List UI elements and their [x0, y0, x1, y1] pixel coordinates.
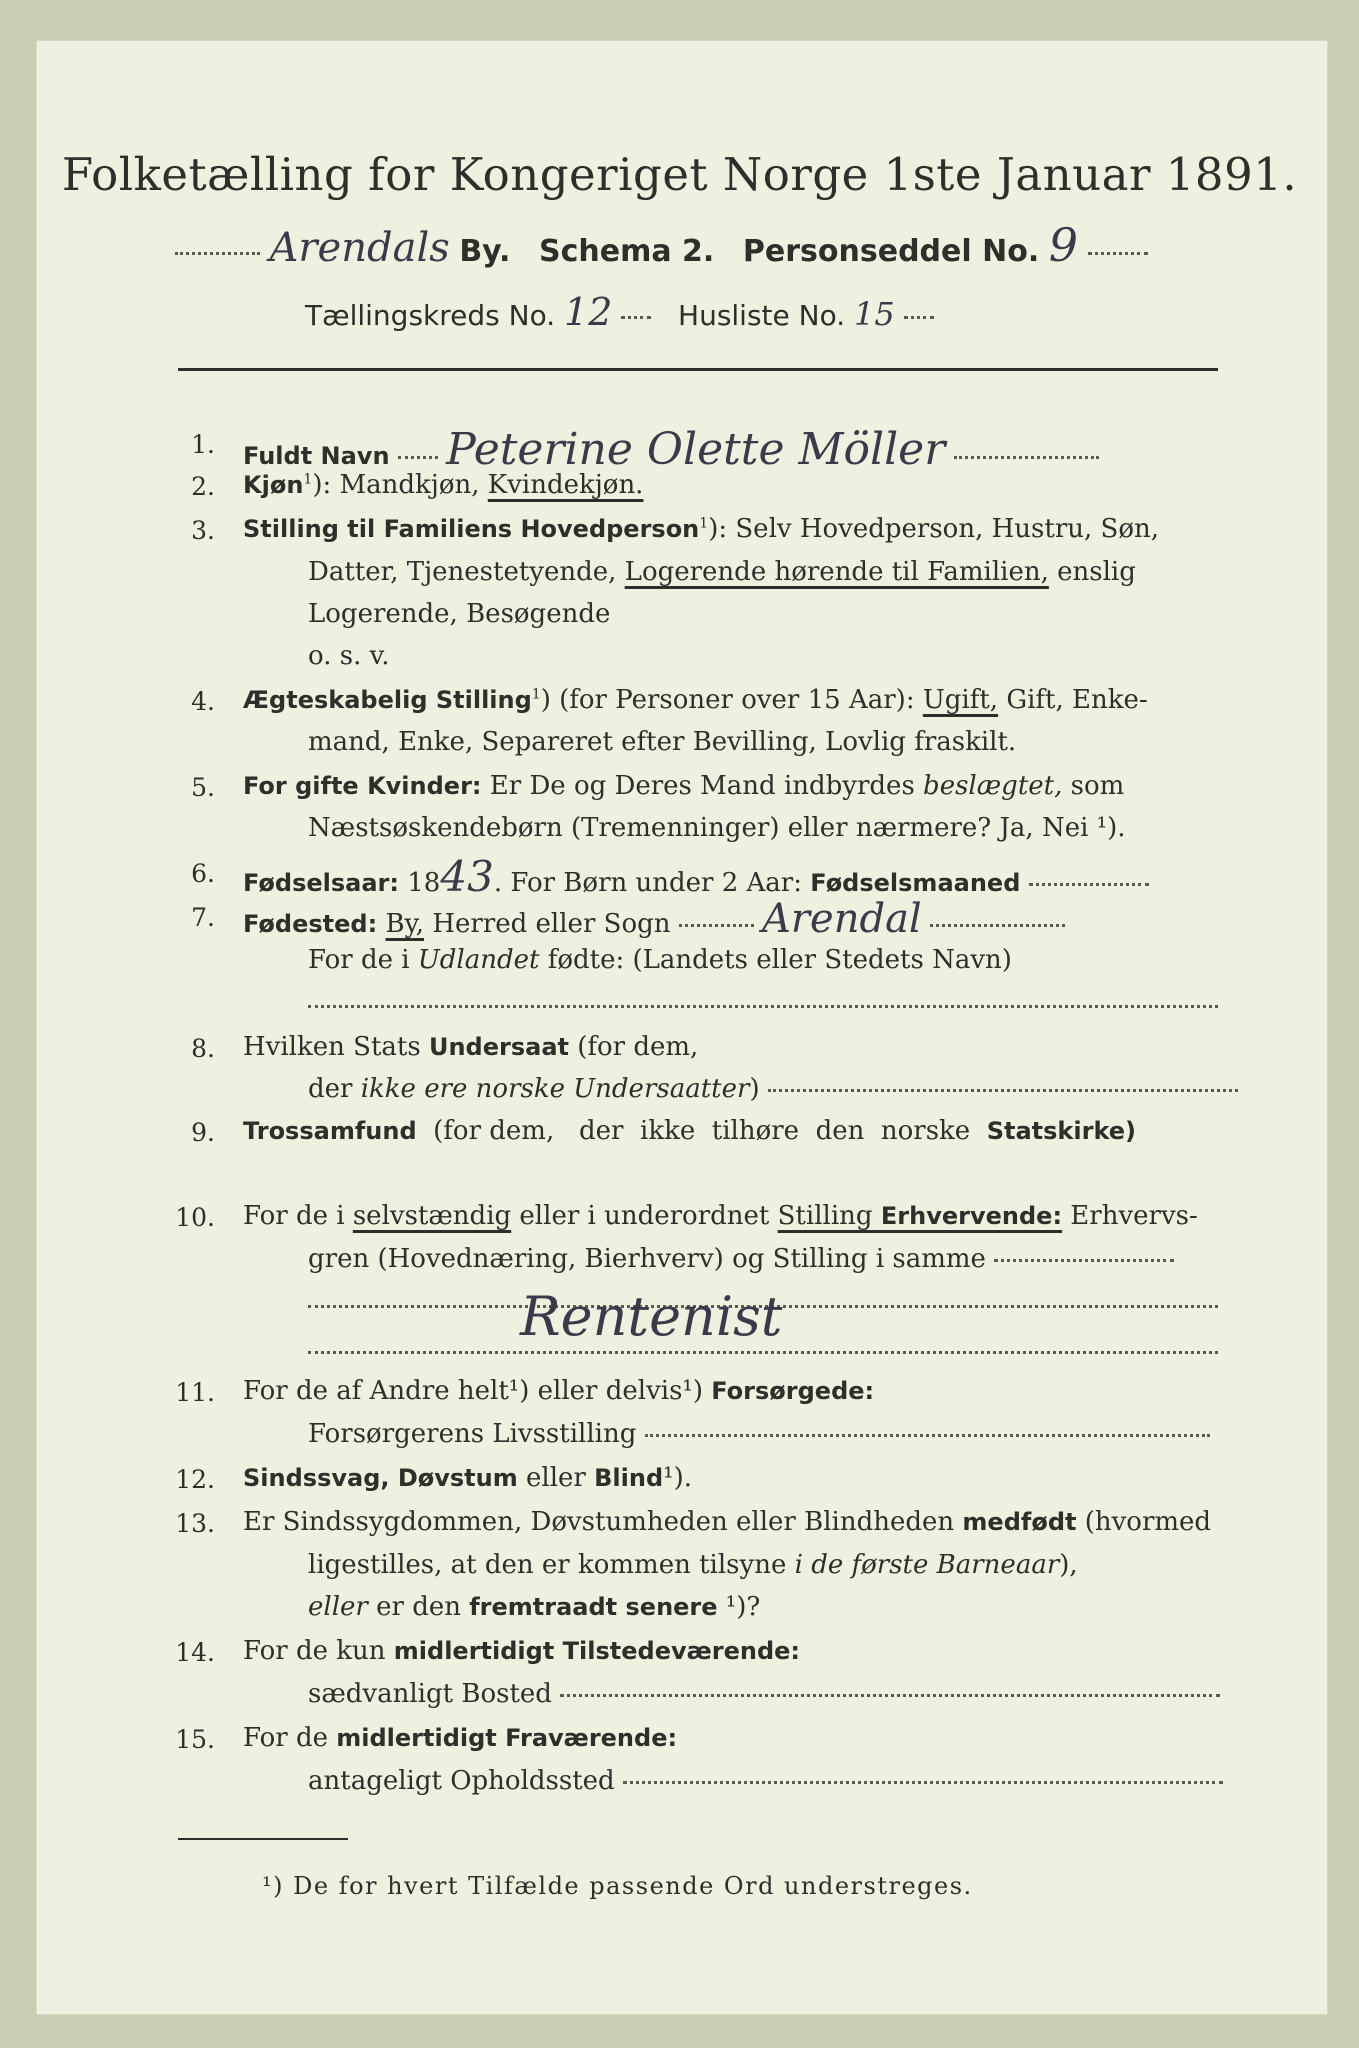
item-15-temporary-absent: For de midlertidigt Fraværende:	[243, 1723, 678, 1753]
item-10-line-2: gren (Hovednæring, Bierhverv) og Stilling i samme	[308, 1244, 1174, 1274]
schema-line	[175, 218, 1148, 272]
congenital-label: medfødt	[962, 1508, 1077, 1536]
birth-year-answer: 43	[440, 852, 494, 901]
personseddel-label: Personseddel No.	[742, 234, 1040, 269]
citizenship-label: Undersaat	[428, 1033, 569, 1061]
family-position-selected: Logerende hørende til Familien,	[624, 557, 1049, 587]
full-name-answer: Peterine Olette Möller	[446, 424, 946, 475]
item-8-citizenship: Hvilken Stats Undersaat (for dem,	[243, 1032, 699, 1062]
item-number: 14.	[175, 1638, 215, 1667]
item-number: 6.	[191, 859, 215, 888]
item-14-line-2: sædvanligt Bosted	[308, 1679, 1220, 1709]
item-number: 4.	[191, 687, 215, 716]
item-12-disability: Sindssvag, Døvstum eller Blind¹).	[243, 1463, 692, 1493]
item-number: 5.	[191, 773, 215, 802]
item-4-line-2: mand, Enke, Separeret efter Bevilling, Lovlig fraskilt.	[308, 727, 1017, 757]
item-number: 11.	[175, 1378, 215, 1407]
gender-selected: Kvindekjøn.	[487, 470, 644, 500]
married-women-label: gifte Kvinder:	[295, 772, 482, 800]
item-number: 13.	[175, 1509, 215, 1538]
kreds-label: Tællingskreds No.	[305, 299, 556, 332]
birthplace-label: Fødested:	[243, 910, 378, 938]
birthplace-type-selected: By,	[385, 909, 425, 939]
item-number: 9.	[191, 1118, 215, 1147]
item-6-birth-year: Fødselsaar: 1843. For Børn under 2 Aar: Fødselsmaaned	[243, 852, 1149, 901]
item-10-occupation: For de i selvstændig eller i underordnet Stilling Erhvervende: Erhvervs-	[243, 1201, 1198, 1231]
personseddel-number: 9	[1048, 218, 1079, 272]
item-number: 12.	[175, 1465, 215, 1494]
item-number: 7.	[191, 903, 215, 932]
item-2-gender: Kjøn$^1$): Mandkjøn, Kvindekjøn.	[243, 470, 644, 500]
husliste-label: Husliste No.	[678, 299, 846, 332]
kreds-number: 12	[564, 290, 613, 334]
temporary-present-label: midlertidigt Tilstedeværende:	[393, 1637, 801, 1665]
religion-label: Trossamfund	[243, 1117, 417, 1145]
item-number: 15.	[175, 1725, 215, 1754]
by-label: By.	[459, 234, 511, 269]
footnote: ¹) De for hvert Tilfælde passende Ord understreges.	[262, 1872, 973, 1900]
header-divider	[178, 368, 1218, 371]
birth-month-label: Fødselsmaaned	[810, 869, 1021, 897]
marital-status-label: Ægteskabelig Stilling	[243, 686, 532, 714]
occupation-line-2	[308, 1351, 1218, 1354]
item-number: 10.	[175, 1203, 215, 1232]
occupation-label: Erhvervende:	[872, 1202, 1063, 1230]
item-number: 2.	[191, 472, 215, 501]
birth-year-label: Fødselsaar:	[243, 869, 399, 897]
item-11-dependents: For de af Andre helt¹) eller delvis¹) Forsørgede:	[243, 1376, 875, 1406]
item-number: 3.	[191, 516, 215, 545]
temporary-absent-label: midlertidigt Fraværende:	[336, 1724, 678, 1752]
item-4-marital-status: Ægteskabelig Stilling$^1$) (for Personer over 15 Aar): Ugift, Gift, Enke-	[243, 685, 1148, 715]
item-number: 1.	[191, 430, 215, 459]
item-1-full-name	[243, 424, 1099, 475]
item-13-line-2: ligestilles, at den er kommen tilsyne i de første Barneaar),	[308, 1550, 1078, 1580]
item-5-married-women: For gifte Kvinder: Er De og Deres Mand indbyrdes beslægtet, som	[243, 771, 1125, 801]
item-8-line-2: der ikke ere norske Undersaatter)	[308, 1074, 1238, 1104]
item-9-religion: Trossamfund (for dem, der ikke tilhøre den norske Statskirke)	[243, 1116, 1137, 1146]
item-number: 8.	[191, 1034, 215, 1063]
item-3-line-2: Datter, Tjenestetyende, Logerende hørende til Familien, enslig	[308, 557, 1136, 587]
item-13-line-3: eller er den fremtraadt senere ¹)?	[308, 1592, 761, 1622]
birthplace-answer: Arendal	[762, 896, 922, 942]
dependents-label: Forsørgede:	[711, 1377, 875, 1405]
full-name-label: Fuldt Navn	[243, 442, 390, 470]
item-7-line-2: For de i Udlandet fødte: (Landets eller Stedets Navn)	[308, 945, 1012, 975]
schema-label: Schema 2.	[539, 234, 715, 269]
item-3-family-position: Stilling til Familiens Hovedperson$^1$): Selv Hovedperson, Hustru, Søn,	[243, 514, 1160, 544]
gender-label: Kjøn	[243, 471, 304, 499]
footnote-rule	[178, 1838, 348, 1840]
foreign-birthplace-line	[308, 1005, 1218, 1008]
item-11-line-2: Forsørgerens Livsstilling	[308, 1419, 1210, 1449]
disability-label: Sindssvag, Døvstum	[243, 1464, 518, 1492]
census-form-sheet	[36, 40, 1328, 2015]
marital-status-selected: Ugift,	[922, 685, 999, 715]
item-5-line-2: Næstsøskendebørn (Tremenninger) eller nærmere? Ja, Nei ¹).	[308, 813, 1126, 843]
town-answer: Arendals	[269, 225, 450, 271]
item-15-line-2: antageligt Opholdssted	[308, 1766, 1223, 1796]
family-position-label: Stilling til Familiens Hovedperson	[243, 515, 700, 543]
form-title: Folketælling for Kongeriget Norge 1ste Januar 1891.	[61, 148, 1298, 201]
kreds-line	[305, 290, 934, 334]
item-3-line-3: Logerende, Besøgende	[308, 599, 611, 629]
occupation-answer: Rentenist	[520, 1285, 783, 1348]
husliste-number: 15	[854, 295, 895, 333]
item-3-line-4: o. s. v.	[308, 641, 390, 671]
item-7-birthplace: Fødested: By, Herred eller Sogn Arendal	[243, 896, 1065, 942]
item-13-congenital: Er Sindssygdommen, Døvstumheden eller Blindheden medfødt (hvormed	[243, 1507, 1212, 1537]
item-14-temporary-present: For de kun midlertidigt Tilstedeværende:	[243, 1636, 801, 1666]
